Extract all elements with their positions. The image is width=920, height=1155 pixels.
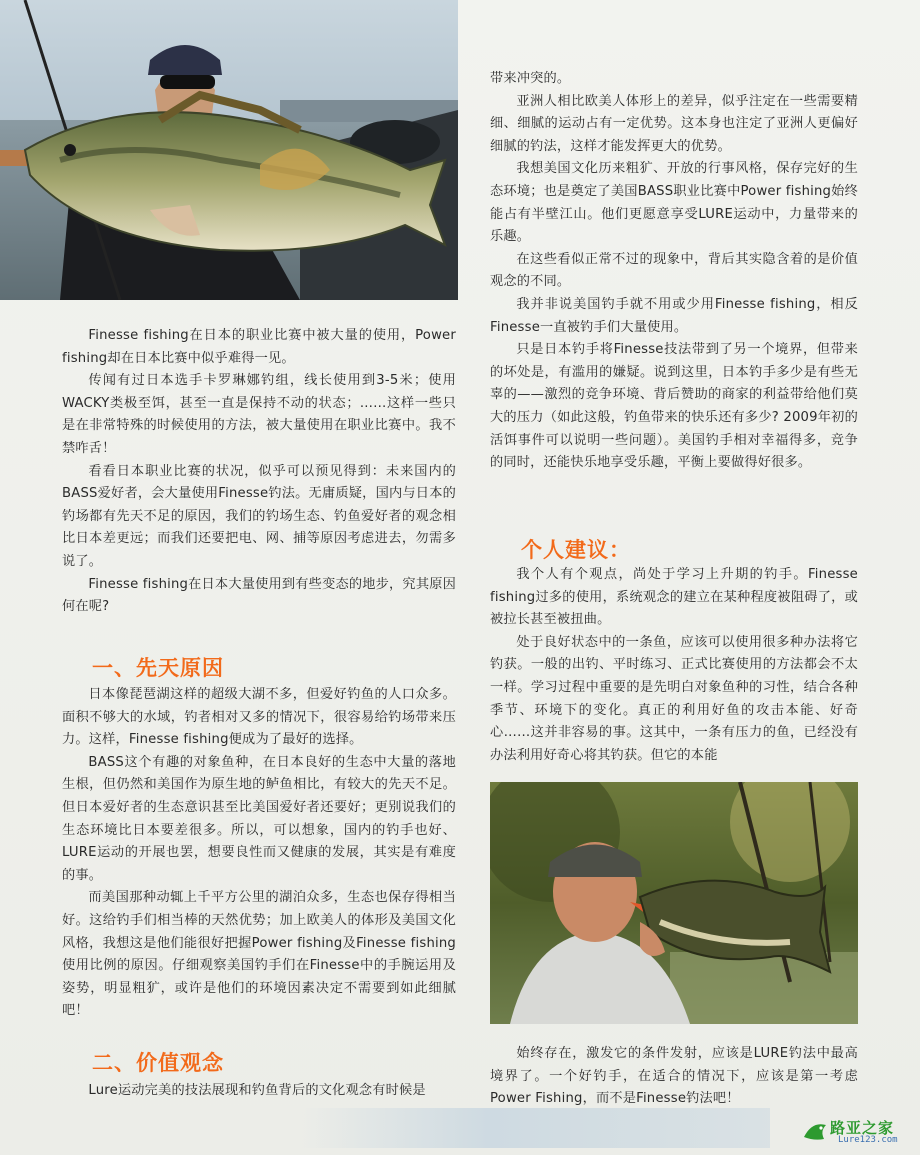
paragraph: 始终存在，激发它的条件发射，应该是LURE钓法中最高境界了。一个好钓手，在适合的情况下，应该是第一考虑Power Fishing，而不是Finesse钓法吧！ <box>490 1046 858 1107</box>
right-column-advice <box>490 564 858 767</box>
paragraph: 日本像琵琶湖这样的超级大湖不多，但爱好钓鱼的人口众多。面积不够大的水域，钓者相对又多的情况下，很容易给钓场带来压力。这样，Finesse fishing便成为了最好的选择。 <box>62 687 456 748</box>
section-heading-innate-causes: 一、先天原因 <box>92 656 224 680</box>
paragraph: 处于良好状态中的一条鱼，应该可以使用很多种办法将它钓获。一般的出钓、平时练习、正式比赛使用的方法都会不太一样。学习过程中重要的是先明白对象鱼种的习性，结合各种季节、环境下的变化。真正的利用好鱼的攻击本能、好奇心……这并非容易的事。这其中，一条有压力的鱼，已经没有办法利用好奇心将其钓获。但它的本能 <box>490 634 858 763</box>
right-column-conclusion <box>490 1043 858 1111</box>
watermark-name: 路亚之家 <box>830 1119 895 1137</box>
section-heading-values: 二、价值观念 <box>92 1051 224 1075</box>
paragraph: 我想美国文化历来粗犷、开放的行事风格，保存完好的生态环境；也是奠定了美国BASS职业比赛中Power fishing始终能占有半壁江山。他们更愿意享受LURE运动中，力量带来的乐趣。 <box>490 161 858 245</box>
left-column-innate <box>62 684 456 1023</box>
paragraph: 亚洲人相比欧美人体形上的差异，似乎注定在一些需要精细、细腻的运动占有一定优势。这本身也注定了亚洲人更偏好细腻的钓法，这样才能发挥更大的优势。 <box>490 93 858 154</box>
fish-logo-icon <box>802 1117 830 1145</box>
paragraph: Lure运动完美的技法展现和钓鱼背后的文化观念有时候是 <box>88 1083 426 1098</box>
paragraph: BASS这个有趣的对象鱼种，在日本良好的生态中大量的落地生根，但仍然和美国作为原生地的鲈鱼相比，有较大的先天不足。但日本爱好者的生态意识甚至比美国爱好者还要好；更别说我们的生态环境比日本要差很多。所以，可以想象，国内的钓手也好、LURE运动的开展也罢，想要良性而又健康的发展，其实是有难度的事。 <box>62 754 456 883</box>
paragraph: 我个人有个观点，尚处于学习上升期的钓手。Finesse fishing过多的使用，系统观念的建立在某种程度被阻碍了，或被拉长甚至被扭曲。 <box>490 567 858 628</box>
right-column-values <box>490 68 858 475</box>
paragraph: 我并非说美国钓手就不用或少用Finesse fishing，相反Finesse一直被钓手们大量使用。 <box>490 296 858 335</box>
decorative-bottom-band <box>300 1108 770 1148</box>
left-column-intro <box>62 325 456 619</box>
paragraph: 在这些看似正常不过的现象中，背后其实隐含着的是价值观念的不同。 <box>490 251 858 290</box>
paragraph: 带来冲突的。 <box>490 71 571 86</box>
paragraph: 而美国那种动辄上千平方公里的湖泊众多，生态也保存得相当好。这给钓手们相当棒的天然优势；加上欧美人的体形及美国文化风格，我想这是他们能很好把握Power fishing及Finesse fishing使用比例的原因。仔细观察美国钓手们在Finesse中的手腕运用及姿势，明显粗犷，或许是他们的环境因素决定不需要到如此细腻吧！ <box>62 890 456 1019</box>
watermark-url: Lure123.com <box>838 1135 898 1145</box>
paragraph: 传闻有过日本选手卡罗琳娜钓组，线长使用到3-5米；使用WACKY类极至饵，甚至一直是保持不动的状态；……这样一些只是在非常特殊的时候使用的方法，被大量使用在职业比赛中。我不禁咋舌！ <box>62 373 456 456</box>
section-heading-personal-advice: 个人建议： <box>521 538 631 562</box>
site-watermark <box>800 1115 912 1149</box>
paragraph: Finesse fishing在日本的职业比赛中被大量的使用，Power fishing却在日本比赛中似乎难得一见。 <box>62 328 456 366</box>
left-column-values <box>62 1080 456 1103</box>
paragraph: 只是日本钓手将Finesse技法带到了另一个境界，但带来的坏处是，有滥用的嫌疑。说到这里，日本钓手多少是有些无辜的——激烈的竞争环境、背后赞助的商家的利益带给他们莫大的压力（如此这般，钓鱼带来的快乐还有多少? 2009年初的活饵事件可以说明一些问题）。美国钓手相对幸福得多，竞争的同时，还能快乐地享受乐趣，平衡上要做得好很多。 <box>490 342 858 471</box>
man-kissing-bass-photo <box>490 782 858 1024</box>
paragraph: 看看日本职业比赛的状况，似乎可以预见得到：未来国内的BASS爱好者，会大量使用Finesse钓法。无庸质疑，国内与日本的钓场都有先天不足的原因，我们的钓场生态、钓鱼爱好者的观念相比日本差更远；而我们还要把电、网、捕等原因考虑进去，勿需多说了。 <box>62 463 456 569</box>
angler-with-bass-photo <box>0 0 458 300</box>
paragraph: Finesse fishing在日本大量使用到有些变态的地步，究其原因何在呢? <box>62 576 456 615</box>
